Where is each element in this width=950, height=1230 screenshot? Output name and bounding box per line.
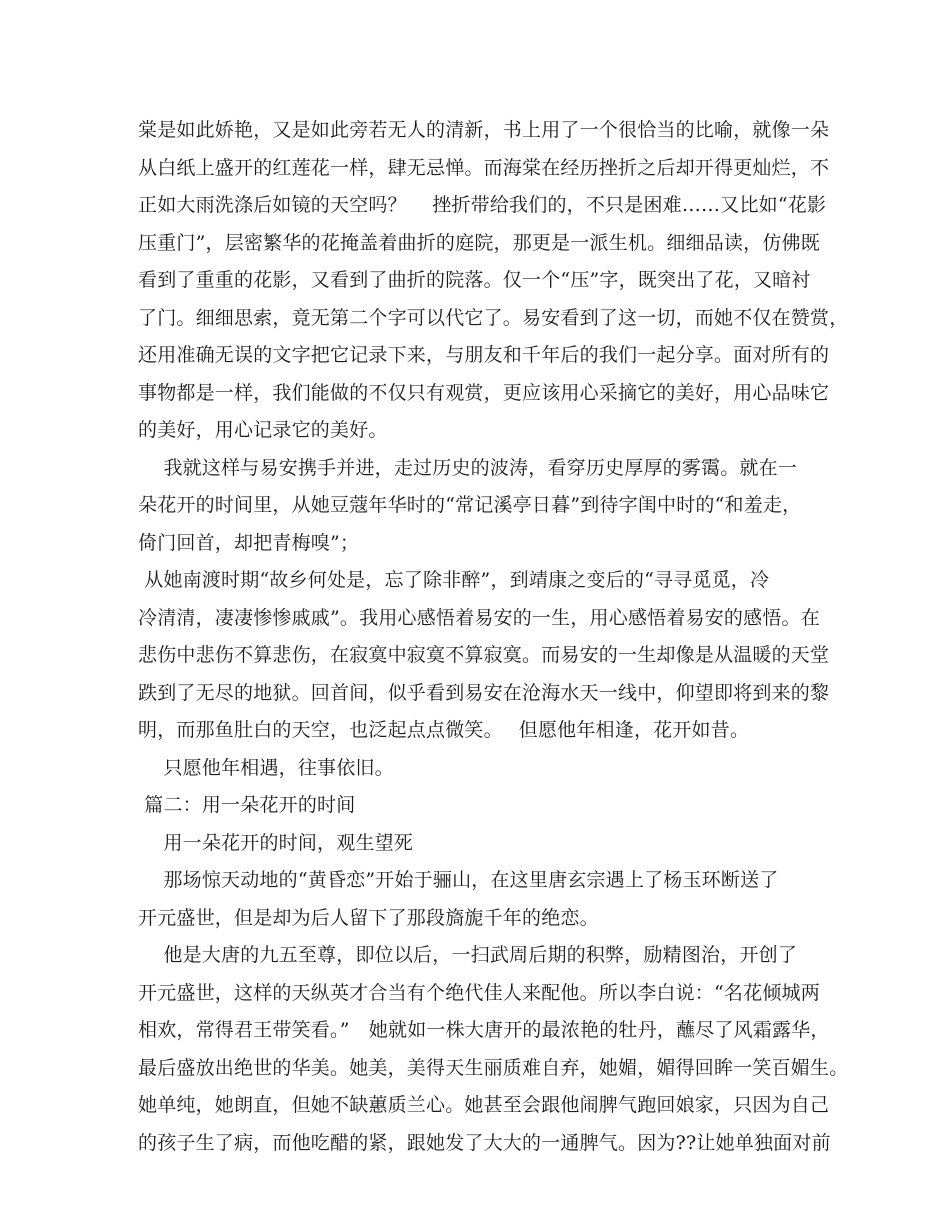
text-line-7: 还用准确无误的文字把它记录下来，与朋友和千年后的我们一起分享。面对所有的	[138, 344, 830, 366]
text-line-25: 相欢，常得君王带笑看。” 她就如一株大唐开的最浓艳的牡丹，蘸尽了风霜露华，	[138, 1019, 830, 1041]
text-line-8: 事物都是一样，我们能做的不仅只有观赏，更应该用心采摘它的美好，用心品味它	[138, 382, 830, 404]
text-line-24: 开元盛世，这样的天纵英才合当有个绝代佳人来配他。所以李白说：“名花倾城两	[138, 982, 820, 1004]
text-line-20: 用一朵花开的时间，观生望死	[138, 832, 414, 854]
text-line-11: 朵花开的时间里，从她豆蔻年华时的“常记溪亭日暮”到待字闺中时的“和羞走，	[138, 494, 802, 516]
text-line-12: 倚门回首，却把青梅嗅”；	[138, 532, 360, 554]
text-line-10: 我就这样与易安携手并进，走过历史的波涛，看穿历史厚厚的雾霭。就在一	[138, 457, 798, 479]
text-line-1: 棠是如此娇艳，又是如此旁若无人的清新，书上用了一个很恰当的比喻，就像一朵	[138, 119, 830, 141]
text-line-13: 从她南渡时期“故乡何处是，忘了除非醉”，到靖康之变后的“寻寻觅觅，冷	[138, 569, 770, 591]
text-line-21: 那场惊天动地的“黄昏恋”开始于骊山，在这里唐玄宗遇上了杨玉环断送了	[138, 869, 779, 891]
text-line-6: 了门。细细思索，竟无第二个字可以代它了。易安看到了这一切，而她不仅在赞赏，	[138, 307, 849, 329]
text-line-9: 的美好，用心记录它的美好。	[138, 419, 388, 441]
text-line-28: 的孩子生了病，而他吃醋的紧，跟她发了大大的一通脾气。因为??让她单独面对前	[138, 1132, 831, 1154]
text-line-15: 悲伤中悲伤不算悲伤，在寂寞中寂寞不算寂寞。而易安的一生却像是从温暖的天堂	[138, 644, 830, 666]
text-line-27: 她单纯，她朗直，但她不缺蕙质兰心。她甚至会跟他闹脾气跑回娘家，只因为自己	[138, 1094, 830, 1116]
text-line-3: 正如大雨洗涤后如镜的天空吗？ 挫折带给我们的，不只是困难……又比如“花影	[138, 194, 827, 216]
text-line-4: 压重门”，层密繁华的花掩盖着曲折的庭院，那更是一派生机。细细品读，仿佛既	[138, 232, 820, 254]
text-line-18: 只愿他年相遇，往事依旧。	[138, 757, 394, 779]
text-line-17: 明，而那鱼肚白的天空，也泛起点点微笑。 但愿他年相逢，花开如昔。	[138, 719, 750, 741]
text-line-19: 篇二：用一朵花开的时间	[138, 794, 356, 816]
text-line-22: 开元盛世，但是却为后人留下了那段旖旎千年的绝恋。	[138, 907, 599, 929]
text-line-26: 最后盛放出绝世的华美。她美，美得天生丽质难自弃，她媚，媚得回眸一笑百媚生。	[138, 1057, 849, 1079]
text-line-5: 看到了重重的花影，又看到了曲折的院落。仅一个“压”字，既突出了花，又暗衬	[138, 269, 811, 291]
text-line-2: 从白纸上盛开的红莲花一样，肆无忌惮。而海棠在经历挫折之后却开得更灿烂，不	[138, 157, 830, 179]
text-line-14: 冷清清，凄凄惨惨戚戚”。我用心感悟着易安的一生，用心感悟着易安的感悟。在	[138, 607, 820, 629]
text-line-16: 跌到了无尽的地狱。回首间，似乎看到易安在沧海水天一线中，仰望即将到来的黎	[138, 682, 830, 704]
text-line-23: 他是大唐的九五至尊，即位以后，一扫武周后期的积弊，励精图治，开创了	[138, 944, 798, 966]
